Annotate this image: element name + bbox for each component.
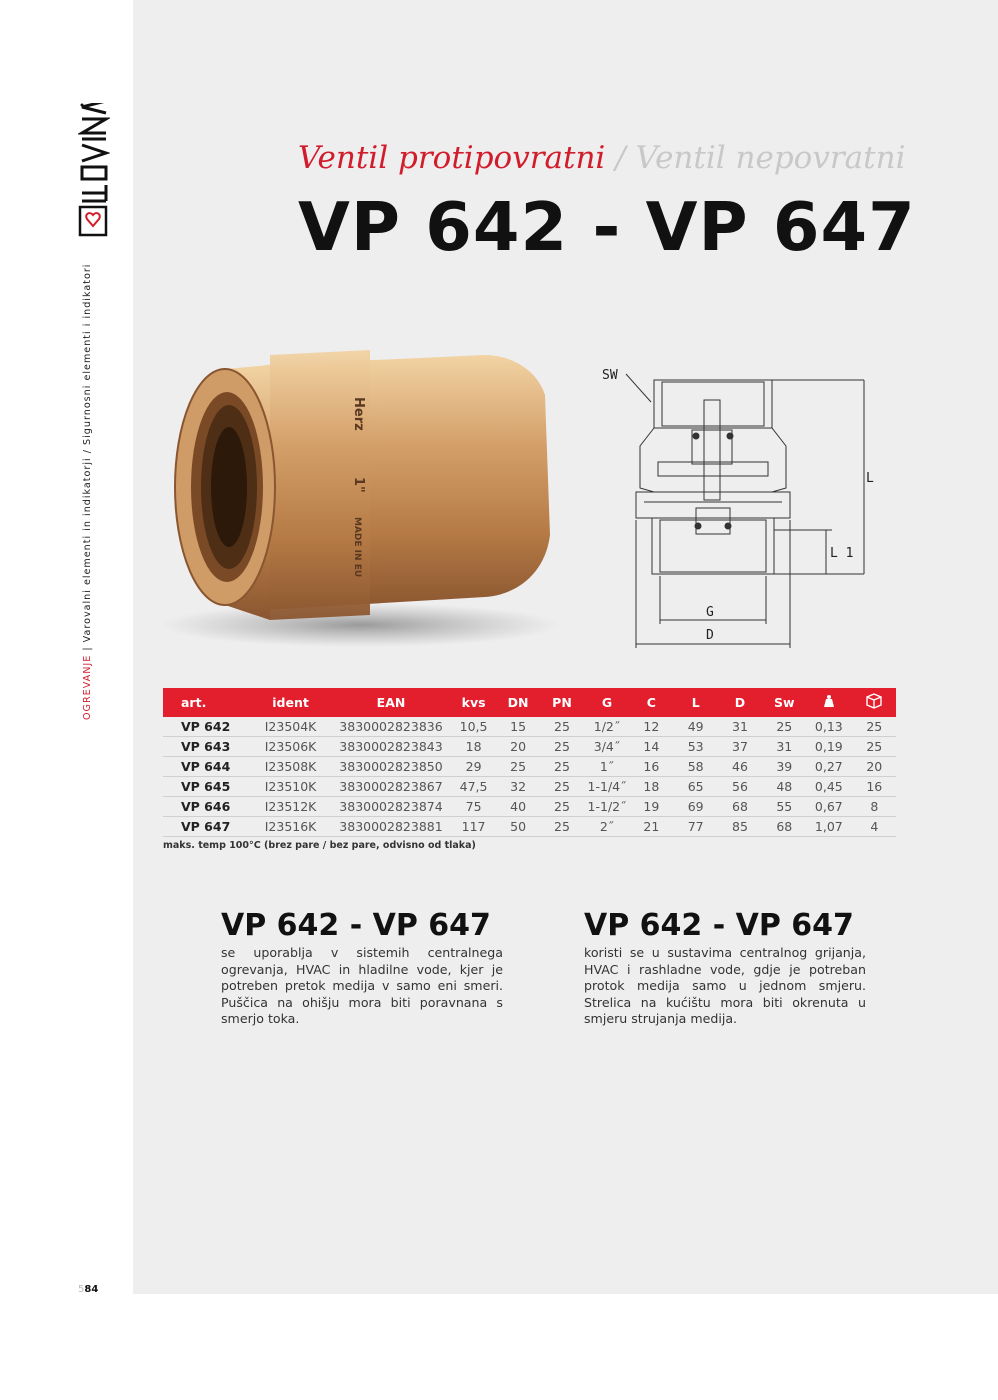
table-cell: 53 (675, 737, 716, 757)
product-photo (155, 335, 575, 655)
table-cell: 1,07 (805, 817, 853, 837)
table-cell: 117 (449, 817, 498, 837)
drawing-label-g: G (706, 605, 714, 620)
table-cell: I23516K (248, 817, 333, 837)
table-cell: 39 (764, 757, 805, 777)
table-cell: 3830002823836 (333, 717, 449, 737)
table-row (163, 737, 896, 757)
subtitle-croatian: Ventil nepovratni (635, 140, 906, 176)
table-cell: 25 (538, 817, 586, 837)
table-cell: 25 (538, 757, 586, 777)
header-pn: PN (538, 688, 586, 717)
table-cell: 25 (538, 717, 586, 737)
table-cell: 25 (538, 737, 586, 757)
table-cell: 25 (853, 737, 896, 757)
photo-brand-mark: Herz (351, 397, 366, 431)
table-cell: 31 (764, 737, 805, 757)
table-cell: I23506K (248, 737, 333, 757)
table-cell: 3830002823843 (333, 737, 449, 757)
table-cell: 21 (628, 817, 675, 837)
table-cell: 14 (628, 737, 675, 757)
table-cell: 0,27 (805, 757, 853, 777)
header-ean: EAN (333, 688, 449, 717)
weight-icon (823, 694, 835, 708)
table-cell: 18 (449, 737, 498, 757)
table-cell: 0,13 (805, 717, 853, 737)
tovina-logo (78, 103, 110, 239)
table-cell: 2˝ (586, 817, 628, 837)
table-cell: 75 (449, 797, 498, 817)
table-cell: 40 (498, 797, 538, 817)
table-cell: I23504K (248, 717, 333, 737)
table-cell: 19 (628, 797, 675, 817)
drawing-label-l: L (866, 471, 874, 486)
header-dn: DN (498, 688, 538, 717)
drawing-label-l1: L 1 (830, 546, 854, 561)
subtitle-slovenian: Ventil protipovratni (298, 140, 606, 176)
table-cell: 12 (628, 717, 675, 737)
table-cell: 37 (716, 737, 763, 757)
page-number-value: 84 (84, 1284, 99, 1295)
table-cell: 46 (716, 757, 763, 777)
header-sw: Sw (764, 688, 805, 717)
table-cell: 68 (764, 817, 805, 837)
table-cell: 20 (853, 757, 896, 777)
table-cell: 48 (764, 777, 805, 797)
table-cell: 16 (853, 777, 896, 797)
table-cell: VP 644 (163, 757, 248, 777)
page-subtitle (298, 140, 906, 176)
section-label: OGREVANJE | Varovalni elementi in indikatorji / Sigurnosni elementi i indikatori (82, 263, 93, 720)
table-cell: 25 (538, 797, 586, 817)
table-cell: VP 646 (163, 797, 248, 817)
table-cell: 0,67 (805, 797, 853, 817)
table-cell: 68 (716, 797, 763, 817)
header-weight (805, 688, 853, 717)
table-cell: 77 (675, 817, 716, 837)
spec-table (163, 688, 896, 837)
table-row (163, 797, 896, 817)
table-cell: 32 (498, 777, 538, 797)
page-number (78, 1284, 98, 1295)
table-cell: 20 (498, 737, 538, 757)
header-d: D (716, 688, 763, 717)
header-art: art. (163, 688, 248, 717)
table-cell: I23508K (248, 757, 333, 777)
subtitle-separator: / (615, 140, 626, 176)
table-row (163, 717, 896, 737)
table-row (163, 817, 896, 837)
header-l: L (675, 688, 716, 717)
description-text: koristi se u sustavima centralnog grijanja, HVAC i rashladne vode, gdje je potreban protok medija samo u jednom smjeru. Strelica na kućištu mora biti okrenuta u smjeru strujanja medija. (584, 945, 866, 1026)
table-cell: 1/2˝ (586, 717, 628, 737)
sidebar (0, 0, 133, 1294)
table-cell: 4 (853, 817, 896, 837)
page-prefix: 5 (78, 1284, 85, 1295)
table-cell: 18 (628, 777, 675, 797)
page-title: VP 642 - VP 647 (298, 188, 916, 266)
photo-origin-mark: MADE IN EU (352, 517, 362, 578)
table-cell: 50 (498, 817, 538, 837)
table-cell: 69 (675, 797, 716, 817)
table-cell: 25 (498, 757, 538, 777)
table-cell: 49 (675, 717, 716, 737)
description-heading: VP 642 - VP 647 (221, 908, 491, 943)
table-cell: 55 (764, 797, 805, 817)
table-cell: 58 (675, 757, 716, 777)
table-cell: 47,5 (449, 777, 498, 797)
description-slovenian (221, 907, 503, 1028)
photo-size-mark: 1" (351, 477, 366, 493)
table-cell: VP 642 (163, 717, 248, 737)
table-cell: 3830002823850 (333, 757, 449, 777)
table-cell: 1-1/4˝ (586, 777, 628, 797)
table-cell: 65 (675, 777, 716, 797)
temperature-note: maks. temp 100°C (brez pare / bez pare, odvisno od tlaka) (163, 840, 476, 851)
description-croatian (584, 907, 866, 1028)
category-label: OGREVANJE (82, 654, 93, 720)
header-ident: ident (248, 688, 333, 717)
table-cell: 25 (853, 717, 896, 737)
table-cell: 56 (716, 777, 763, 797)
table-row (163, 777, 896, 797)
table-cell: I23512K (248, 797, 333, 817)
table-cell: 8 (853, 797, 896, 817)
footer (0, 1294, 998, 1400)
table-cell: 0,45 (805, 777, 853, 797)
table-cell: 16 (628, 757, 675, 777)
table-cell: 1˝ (586, 757, 628, 777)
table-cell: VP 645 (163, 777, 248, 797)
box-icon (866, 693, 882, 709)
description-heading: VP 642 - VP 647 (584, 908, 854, 943)
table-cell: 25 (764, 717, 805, 737)
table-cell: 3/4˝ (586, 737, 628, 757)
table-cell: 31 (716, 717, 763, 737)
table-cell: 10,5 (449, 717, 498, 737)
table-cell: 1-1/2˝ (586, 797, 628, 817)
drawing-label-sw: SW (602, 368, 618, 383)
technical-drawing (596, 362, 896, 654)
table-cell: 15 (498, 717, 538, 737)
table-cell: I23510K (248, 777, 333, 797)
table-cell: 25 (538, 777, 586, 797)
description-text: se uporablja v sistemih centralnega ogrevanja, HVAC in hladilne vode, kjer je potreben pretok medija v samo eni smeri. Puščica na ohišju mora biti poravnana s smerjo toka. (221, 945, 503, 1026)
table-cell: VP 647 (163, 817, 248, 837)
table-row (163, 757, 896, 777)
section-name: Varovalni elementi in indikatorji / Sigurnosni elementi i indikatori (82, 263, 93, 643)
table-cell: 3830002823867 (333, 777, 449, 797)
table-cell: VP 643 (163, 737, 248, 757)
table-header-row (163, 688, 896, 717)
table-cell: 3830002823881 (333, 817, 449, 837)
table-cell: 3830002823874 (333, 797, 449, 817)
table-cell: 0,19 (805, 737, 853, 757)
header-g: G (586, 688, 628, 717)
header-c: C (628, 688, 675, 717)
header-kvs: kvs (449, 688, 498, 717)
drawing-label-d: D (706, 628, 714, 643)
table-cell: 29 (449, 757, 498, 777)
table-cell: 85 (716, 817, 763, 837)
header-package (853, 688, 896, 717)
